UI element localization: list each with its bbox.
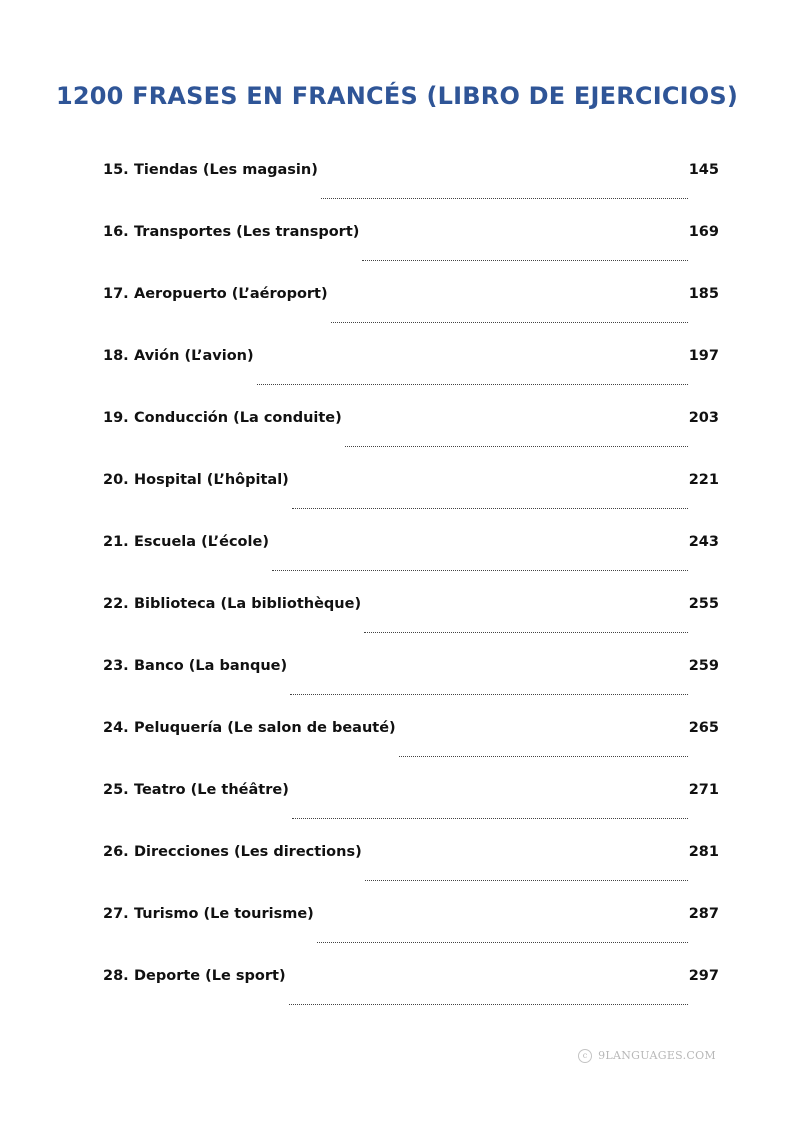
toc-entry-page: 287	[688, 906, 719, 922]
toc-entry[interactable]	[103, 968, 719, 1030]
toc-entry-label: Hospital (L’hôpital)	[134, 472, 289, 488]
toc-entry-page: 297	[688, 968, 719, 984]
dot-leader	[364, 632, 688, 633]
toc-entry[interactable]	[103, 348, 719, 410]
dot-leader	[257, 384, 688, 385]
dot-leader	[345, 446, 688, 447]
toc-entry-label: Teatro (Le théâtre)	[134, 782, 289, 798]
toc-entry-label: Escuela (L’école)	[134, 534, 269, 550]
toc-entry-label: Biblioteca (La bibliothèque)	[134, 596, 362, 612]
toc-entry-page: 203	[688, 410, 719, 426]
copyright-icon: c	[578, 1049, 592, 1063]
toc-entry-label: Turismo (Le tourisme)	[134, 906, 314, 922]
toc-entry[interactable]	[103, 658, 719, 720]
toc-entry-page: 145	[688, 162, 719, 178]
toc-entry-page: 197	[688, 348, 719, 364]
toc-entry-page: 259	[688, 658, 719, 674]
toc-entry-number: 20.	[103, 472, 129, 488]
toc-entry-page: 255	[688, 596, 719, 612]
dot-leader	[292, 818, 688, 819]
toc-entry[interactable]	[103, 782, 719, 844]
toc-entry-label: Conducción (La conduite)	[134, 410, 342, 426]
toc-entry-number: 24.	[103, 720, 129, 736]
document-title: 1200 FRASES EN FRANCÉS (LIBRO DE EJERCICIOS)	[55, 82, 739, 110]
toc-entry-number: 25.	[103, 782, 129, 798]
toc-entry-label: Avión (L’avion)	[134, 348, 254, 364]
dot-leader	[362, 260, 687, 261]
toc-entry[interactable]	[103, 534, 719, 596]
toc-entry-label: Banco (La banque)	[134, 658, 288, 674]
toc-entry[interactable]	[103, 162, 719, 224]
toc-entry-number: 16.	[103, 224, 129, 240]
dot-leader	[292, 508, 688, 509]
dot-leader	[317, 942, 688, 943]
toc-entry[interactable]	[103, 906, 719, 968]
toc-entry-label: Peluquería (Le salon de beauté)	[134, 720, 396, 736]
toc-entry-page: 271	[688, 782, 719, 798]
toc-entry-label: Deporte (Le sport)	[134, 968, 286, 984]
toc-entry-number: 15.	[103, 162, 129, 178]
toc-entry[interactable]	[103, 596, 719, 658]
toc-entry-number: 19.	[103, 410, 129, 426]
toc-entry-number: 18.	[103, 348, 129, 364]
dot-leader	[272, 570, 688, 571]
dot-leader	[289, 1004, 688, 1005]
toc-entry[interactable]	[103, 286, 719, 348]
footer-text: 9LANGUAGES.COM	[598, 1049, 716, 1062]
toc-entry-number: 22.	[103, 596, 129, 612]
toc-entry-number: 27.	[103, 906, 129, 922]
toc-entry-page: 221	[688, 472, 719, 488]
toc-entry-page: 265	[688, 720, 719, 736]
toc-entry[interactable]	[103, 224, 719, 286]
toc-entry-number: 23.	[103, 658, 129, 674]
dot-leader	[365, 880, 688, 881]
toc-entry[interactable]	[103, 720, 719, 782]
toc-entry-label: Tiendas (Les magasin)	[134, 162, 318, 178]
toc-entry-page: 281	[688, 844, 719, 860]
toc-entry-number: 21.	[103, 534, 129, 550]
toc-entry-page: 243	[688, 534, 719, 550]
dot-leader	[399, 756, 688, 757]
dot-leader	[331, 322, 688, 323]
toc-entry-page: 185	[688, 286, 719, 302]
toc-entry[interactable]	[103, 410, 719, 472]
toc-entry[interactable]	[103, 844, 719, 906]
toc-entry-number: 17.	[103, 286, 129, 302]
dot-leader	[290, 694, 688, 695]
toc-entry-label: Direcciones (Les directions)	[134, 844, 362, 860]
footer-watermark	[578, 1049, 716, 1063]
toc-entry[interactable]	[103, 472, 719, 534]
toc-entry-label: Aeropuerto (L’aéroport)	[134, 286, 328, 302]
toc-entry-number: 26.	[103, 844, 129, 860]
toc-entry-number: 28.	[103, 968, 129, 984]
table-of-contents	[103, 162, 719, 1030]
toc-entry-label: Transportes (Les transport)	[134, 224, 360, 240]
dot-leader	[321, 198, 688, 199]
toc-entry-page: 169	[688, 224, 719, 240]
